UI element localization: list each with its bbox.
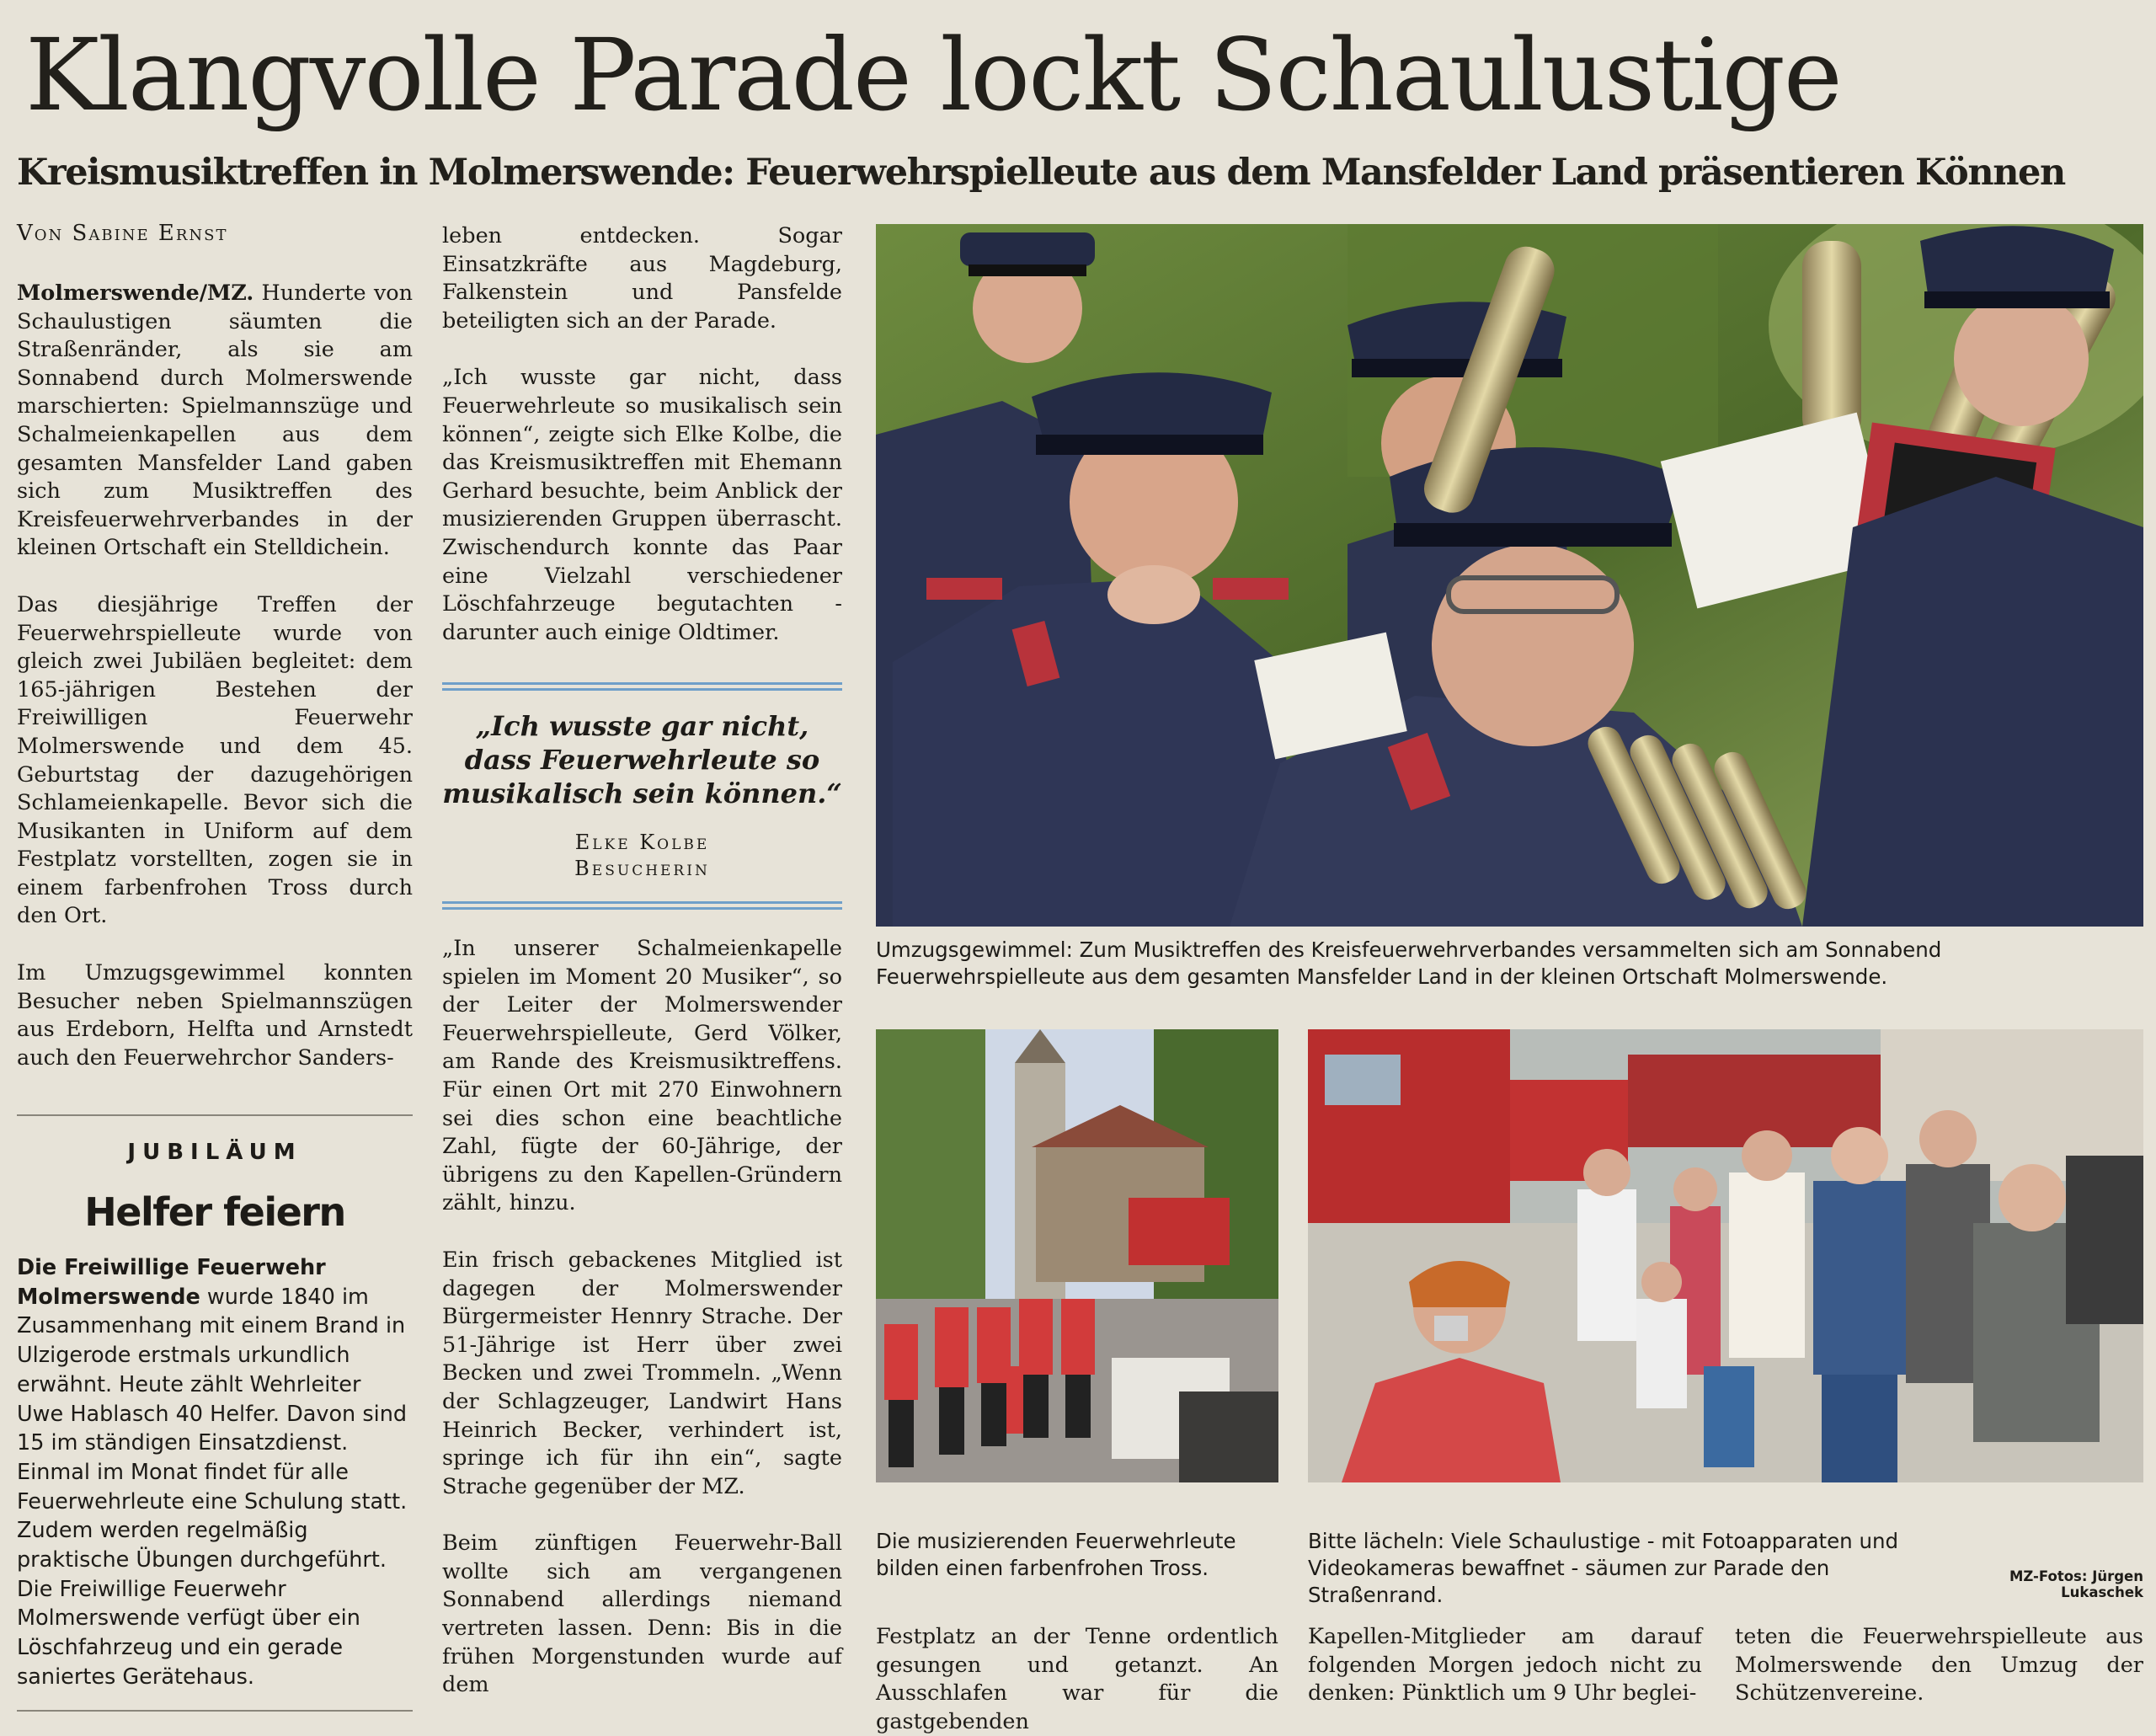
bottom-column-2	[1308, 1623, 1702, 1708]
pullquote-rule-bottom	[442, 901, 842, 904]
byline: Von Sabine Ernst	[17, 221, 228, 246]
box-body: wurde 1840 im Zusammenhang mit einem Brand in Ulzigerode erstmals urkundlich erwähnt. Heute zählt Wehrleiter Uwe Hablasch 40 Helfer. Davon sind 15 im ständigen Einsatzdienst. Einmal im Monat findet für alle Feuerwehrleute eine Schulung statt. Zudem werden regelmäßig praktische Übungen durchgeführt. Die Freiwillige Feuerwehr Molmerswende verfügt über ein Löschfahrzeug und ein gerade saniertes Gerätehaus.	[17, 1284, 408, 1690]
box-kicker: JUBILÄUM	[127, 1140, 302, 1165]
divider	[17, 1710, 413, 1712]
pullquote-rule-top	[442, 682, 842, 685]
pullquote-attribution	[442, 830, 842, 882]
box-title: Helfer feiern	[84, 1189, 345, 1235]
photo-credit: MZ-Fotos: Jürgen Lukaschek	[2009, 1568, 2143, 1600]
subheadline: Kreismusiktreffen in Molmerswende: Feuerwehrspielleute aus dem Mansfelder Land präsentieren Können	[17, 152, 2065, 194]
pullquote-author: Elke Kolbe	[574, 831, 710, 854]
column-2-bottom-text	[442, 935, 842, 1700]
paragraph: teten die Feuerwehrspielleute aus Molmerswende den Umzug der Schützenvereine.	[1735, 1624, 2143, 1707]
lead-text: Hunderte von Schaulustigen säumten die Straßenränder, als sie am Sonnabend durch Molmerswende marschierten: Spielmannszüge und Schalmeienkapellen aus dem gesamten Mansfelder Land gaben sich zum Musiktreffen des Kreisfeuerwehrverbandes in der kleinen Ortschaft ein Stelldichein.	[17, 280, 413, 561]
photo-marching-band	[876, 224, 2143, 927]
paragraph: „Ich wusste gar nicht, dass Feuerwehrleute so musikalisch sein können“, zeigte sich Elke Kolbe, die das Kreismusiktreffen mit Ehemann Gerhard besuchte, beim Anblick der musizierenden Gruppen überrascht. Zwischendurch konnte das Paar eine Vielzahl verschiedener Löschfahrzeuge begutachten - darunter auch einige Oldtimer.	[442, 365, 842, 645]
paragraph: Festplatz an der Tenne ordentlich gesungen und getanzt. An Ausschlafen war für die gastgebenden	[876, 1624, 1278, 1734]
bottom-column-3	[1735, 1623, 2143, 1708]
parade-illustration	[876, 1029, 1278, 1482]
pullquote-role: Besucherin	[574, 857, 710, 880]
lead-paragraph	[17, 280, 413, 563]
box-text	[17, 1253, 413, 1692]
main-photo-caption: Umzugsgewimmel: Zum Musiktreffen des Kreisfeuerwehrverbandes versammelten sich am Sonnabend Feuerwehrspielleute aus dem gesamten Mansfelder Land in der kleinen Ortschaft Molmerswende.	[876, 937, 1942, 989]
dateline: Molmerswende/MZ.	[17, 280, 254, 306]
pullquote: „Ich wusste gar nicht, dass Feuerwehrleute so musikalisch sein können.“	[442, 710, 842, 809]
paragraph: leben entdecken. Sogar Einsatzkräfte aus Magdeburg, Falkenstein und Pansfelde beteiligten sich an der Parade.	[442, 223, 842, 334]
spectators-illustration	[1308, 1029, 2143, 1482]
column-2-top-text	[442, 222, 842, 647]
box-lead: Die Freiwillige Feuerwehr Molmerswende	[17, 1255, 326, 1310]
paragraph: Ein frisch gebackenes Mitglied ist dagegen der Molmerswender Bürgermeister Hennry Strache. Der 51-Jährige ist Herr über zwei Becken und zwei Trommeln. „Wenn der Schlagzeuger, Landwirt Hans Heinrich Becker, verhindert ist, springe ich für ihn ein“, sagte Strache gegenüber der MZ.	[442, 1247, 842, 1499]
paragraph: „In unserer Schalmeienkapelle spielen im Moment 20 Musiker“, so der Leiter der Molmerswender Feuerwehrspielleute, Gerd Völker, am Rande des Kreismusiktreffens. Für einen Ort mit 270 Einwohnern sei dies schon eine beachtliche Zahl, fügte der 60-Jährige, der übrigens zu den Kapellen-Gründern zählt, hinzu.	[442, 936, 842, 1216]
paragraph: Beim zünftigen Feuerwehr-Ball wollte sich am vergangenen Sonnabend allerdings niemand vertreten lassen. Denn: Bis in die frühen Morgenstunden wurde auf dem	[442, 1530, 842, 1698]
bottom-column-1	[876, 1623, 1278, 1736]
right-photo-caption: Bitte lächeln: Viele Schaulustige - mit Fotoapparaten und Videokameras bewaffnet - säumen zur Parade den Straßenrand.	[1308, 1529, 1899, 1607]
paragraph: Im Umzugsgewimmel konnten Besucher neben Spielmannszügen aus Erdeborn, Helfta und Arnstedt auch den Feuerwehrchor Sanders-	[17, 960, 413, 1071]
left-photo-caption: Die musizierenden Feuerwehrleute bilden einen farbenfrohen Tross.	[876, 1529, 1236, 1580]
paragraph: Kapellen-Mitglieder am darauf folgenden Morgen jedoch nicht zu denken: Pünktlich um 9 Uhr beglei-	[1308, 1624, 1702, 1707]
column-1-text	[17, 280, 413, 1072]
band-illustration	[876, 224, 2143, 927]
pullquote-rule-bottom-2	[442, 907, 842, 910]
photo-spectators	[1308, 1029, 2143, 1482]
pullquote-rule-top-2	[442, 688, 842, 691]
headline: Klangvolle Parade lockt Schaulustige	[25, 17, 1841, 133]
paragraph: Das diesjährige Treffen der Feuerwehrspielleute wurde von gleich zwei Jubiläen begleitet: dem 165-jährigen Bestehen der Freiwilligen Feuerwehr Molmerswende und dem 45. Geburtstag der dazugehörigen Schlameienkapelle. Bevor sich die Musikanten in Uniform auf dem Festplatz vorstellten, zogen sie in einem farbenfrohen Tross durch den Ort.	[17, 591, 413, 929]
photo-parade-street	[876, 1029, 1278, 1482]
divider	[17, 1114, 413, 1116]
